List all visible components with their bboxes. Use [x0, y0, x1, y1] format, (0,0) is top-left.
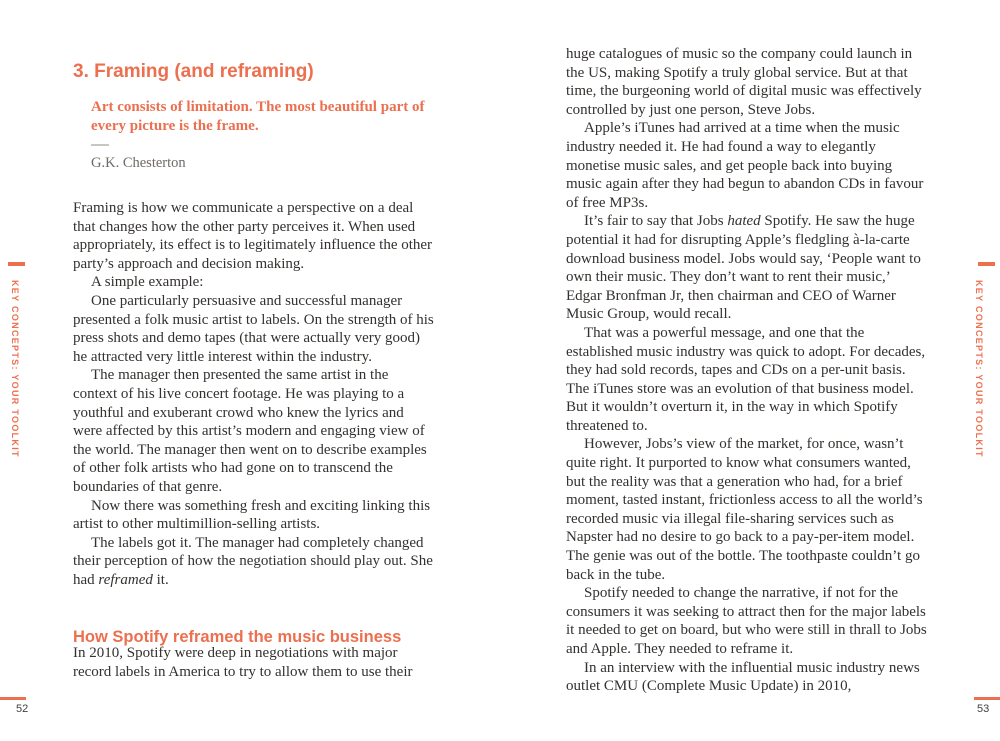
paragraph: Apple’s iTunes had arrived at a time when the music industry needed it. He had found a way to elegantly monetise music sales, and get people back into buying music again after they had begun to abandon CDs in favour of free MP3s.	[566, 120, 924, 211]
epigraph-attribution: G.K. Chesterton	[91, 155, 186, 171]
right-footer-rule	[974, 697, 1000, 700]
paragraph: A simple example:	[91, 274, 204, 291]
paragraph: That was a powerful message, and one that the established music industry was quick to adopt. For decades, they had sold records, tapes and CDs on a per-unit basis. The iTunes store was an evolution of that business model. But it wouldn’t overturn it, in the way in which Spotify threatened to.	[566, 324, 926, 434]
right-sidebar-accent-bar	[978, 262, 995, 266]
paragraph: The manager then presented the same artist in the context of his live concert footage. He was playing to a youthful and exuberant crowd who knew the lyrics and were affected by this artist’s modern and engaging view of the world. The manager then went on to describe examples of other folk artists who had gone on to transcend the boundaries of that genre.	[73, 367, 427, 495]
chapter-title: 3. Framing (and reframing)	[73, 60, 314, 82]
paragraph: One particularly persuasive and successful manager presented a folk music artist to labels. On the strength of his press shots and demo tapes (that were actually very good) he attracted very little interest within the industry.	[73, 292, 434, 365]
paragraph: Spotify needed to change the narrative, if not for the consumers it was seeking to attract then for the major labels it needed to get on board, but who were still in thrall to Jobs and Apple. They needed to reframe it.	[566, 585, 927, 657]
right-sidebar-section-label: KEY CONCEPTS: YOUR TOOLKIT	[974, 280, 984, 458]
left-page-number: 52	[16, 703, 29, 715]
section-subheading: How Spotify reframed the music business	[73, 627, 402, 646]
paragraph: Now there was something fresh and exciting linking this artist to other multimillion-selling artists.	[73, 497, 431, 533]
left-page-body-text	[73, 199, 435, 589]
paragraph: In an interview with the influential music industry news outlet CMU (Complete Music Update) in 2010,	[566, 659, 920, 695]
paragraph: In 2010, Spotify were deep in negotiations with major record labels in America to try to allow them to use their	[73, 645, 413, 680]
left-footer-rule	[0, 697, 26, 700]
right-page-body-text	[566, 45, 928, 696]
paragraph: Framing is how we communicate a perspective on a deal that changes how the other party perceives it. When used appropriately, its effect is to legitimately influence the other party’s approach and decision making.	[73, 200, 433, 272]
paragraph: The labels got it. The manager had completely changed their perception of how the negotiation should play out. She had reframed it.	[73, 534, 433, 588]
left-sidebar-section-label: KEY CONCEPTS: YOUR TOOLKIT	[10, 280, 20, 458]
epigraph-divider	[91, 144, 109, 146]
paragraph: huge catalogues of music so the company could launch in the US, making Spotify a truly global service. But at that time, the burgeoning world of digital music was effectively controlled by just one person, Steve Jobs.	[566, 46, 922, 118]
epigraph-quote: Art consists of limitation. The most beautiful part of every picture is the frame.	[91, 99, 425, 134]
right-page-number: 53	[977, 703, 990, 715]
paragraph: However, Jobs’s view of the market, for once, wasn’t quite right. It purported to know what consumers wanted, but the reality was that a generation who had, for a brief moment, tasted instant, frictionless access to all the world’s recorded music via illegal file-sharing services such as Napster had no desire to go back to a pay-per-item model. The genie was out of the bottle. The toothpaste couldn’t go back in the tube.	[566, 436, 923, 583]
paragraph: It’s fair to say that Jobs hated Spotify. He saw the huge potential it had for disrupting Apple’s fledgling à-la-carte download business model. Jobs would say, ‘People want to own their music. They don’t want to rent their music,’ Edgar Bronfman Jr, then chairman and CEO of Warner Music Group, would recall.	[566, 213, 921, 323]
left-page-body-text-continued	[73, 644, 435, 681]
left-sidebar-accent-bar	[8, 262, 25, 266]
